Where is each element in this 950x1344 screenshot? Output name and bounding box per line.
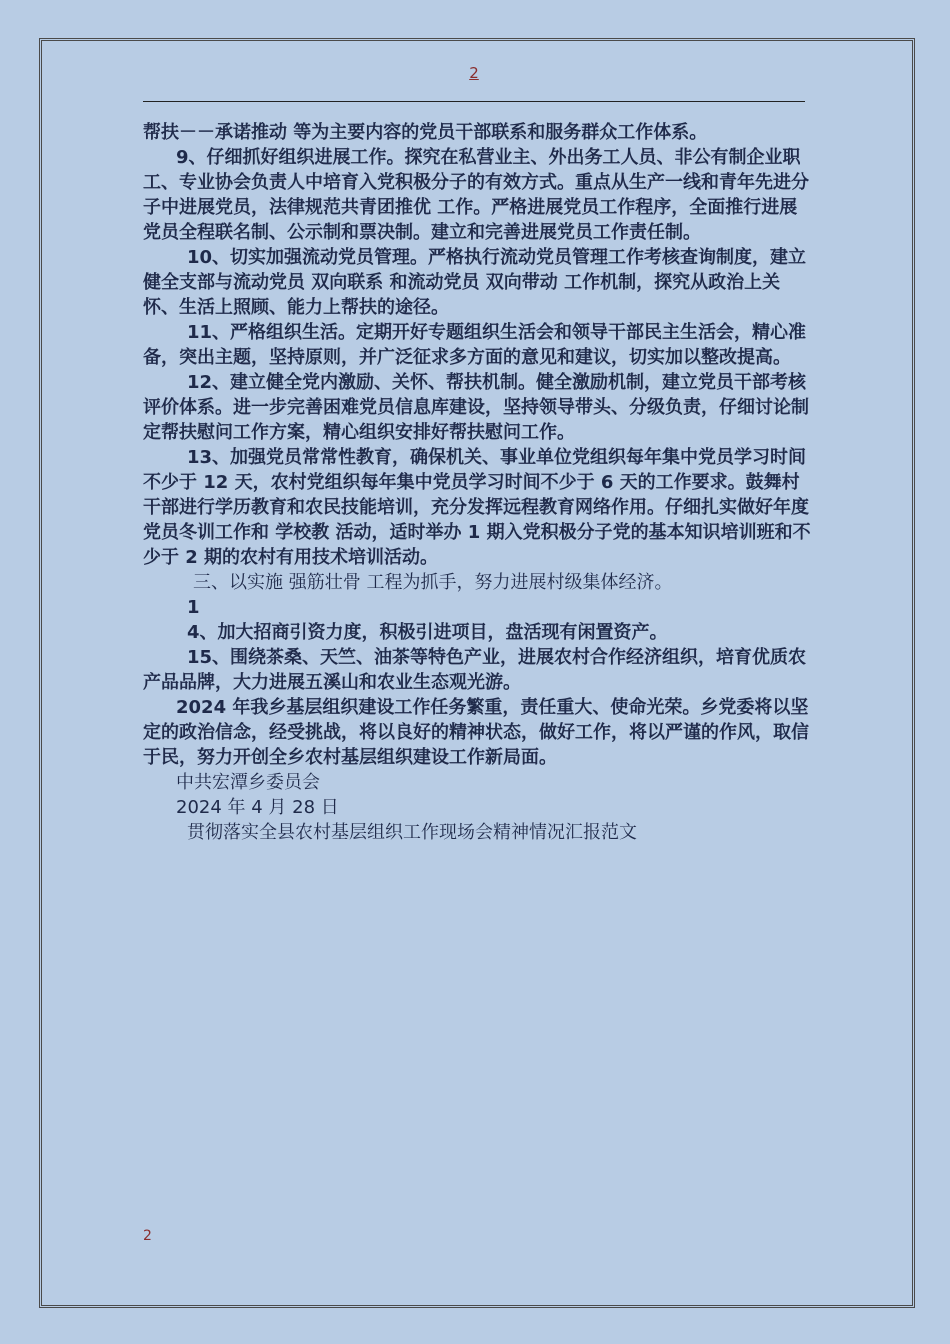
section-heading-3: 三、以实施 强筋壮骨 工程为抓手，努力进展村级集体经济。 xyxy=(193,572,673,593)
paragraph-item-14: 4、加大招商引资力度，积极引进项目，盘活现有闲置资产。 xyxy=(187,622,668,643)
signature-organization: 中共宏潭乡委员会 xyxy=(176,772,320,793)
paragraph-item-13: 13、加强党员常常性教育，确保机关、事业单位党组织每年集中党员学习时间不少于 12 天，农村党组织每年集中党员学习时间不少于 6 天的工作要求。鼓舞村干部进行学历教育和农民技能培训，充分发挥远程教育网络作用。仔细扎实做好年度党员冬训工作和 学校教 活动，适时举办 1 期入党积极分子党的基本知识培训班和不少于 2 期的农村有用技术培训活动。 xyxy=(143,447,811,568)
paragraph-item-11: 11、严格组织生活。定期开好专题组织生活会和领导干部民主生活会，精心准备，突出主题，坚持原则，并广泛征求多方面的意见和建议，切实加以整改提高。 xyxy=(143,322,807,368)
header-rule xyxy=(143,101,805,102)
header-page-number: 2 xyxy=(469,64,479,82)
paragraph-closing: 2024 年我乡基层组织建设工作任务繁重，责任重大、使命光荣。乡党委将以坚定的政治信念，经受挑战，将以良好的精神状态，做好工作，将以严谨的作风，取信于民，努力开创全乡农村基层组织建设工作新局面。 xyxy=(143,697,809,768)
next-document-title: 贯彻落实全县农村基层组织工作现场会精神情况汇报范文 xyxy=(187,822,637,843)
paragraph-item-9: 9、仔细抓好组织进展工作。探究在私营业主、外出务工人员、非公有制企业职工、专业协会负责人中培育入党积极分子的有效方式。重点从生产一线和青年先进分子中进展党员，法律规范共青团推优 工作。严格进展党员工作程序，全面推行进展党员全程联名制、公示制和票决制。建立和完善进展党员工作责任制。 xyxy=(143,147,809,243)
footer-page-number: 2 xyxy=(143,1228,152,1244)
paragraph-item-15: 15、围绕茶桑、天竺、油茶等特色产业，进展农村合作经济组织，培育优质农产品品牌，大力进展五溪山和农业生态观光游。 xyxy=(143,647,807,693)
signature-date: 2024 年 4 月 28 日 xyxy=(176,797,339,818)
paragraph-continuation: 帮扶－－承诺推动 等为主要内容的党员干部联系和服务群众工作体系。 xyxy=(143,122,708,143)
stray-number: 1 xyxy=(187,597,200,618)
paragraph-item-12: 12、建立健全党内激励、关怀、帮扶机制。健全激励机制，建立党员干部考核评价体系。进一步完善困难党员信息库建设，坚持领导带头、分级负责，仔细讨论制定帮扶慰问工作方案，精心组织安排好帮扶慰问工作。 xyxy=(143,372,809,443)
document-body xyxy=(143,120,811,845)
paragraph-item-10: 10、切实加强流动党员管理。严格执行流动党员管理工作考核查询制度，建立健全支部与流动党员 双向联系 和流动党员 双向带动 工作机制，探究从政治上关怀、生活上照顾、能力上帮扶的途径。 xyxy=(143,247,807,318)
